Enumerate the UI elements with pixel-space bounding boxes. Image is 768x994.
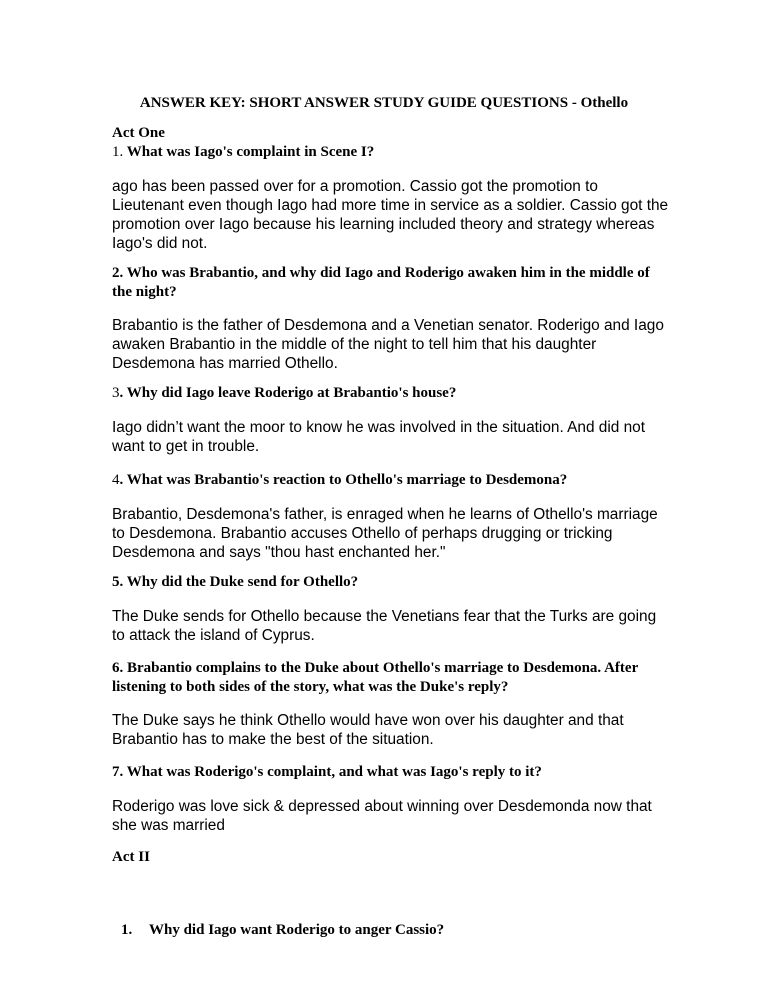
question-4-text: . What was Brabantio's reaction to Othello's marriage to Desdemona? [119, 472, 568, 488]
question-6: 6. Brabantio complains to the Duke about Othello's marriage to Desdemona. After listening to both sides of the story, what was the Duke's reply? [112, 660, 638, 695]
question-4 [112, 471, 672, 490]
question-3-number: 3 [112, 385, 120, 401]
answer-3: Iago didn’t want the moor to know he was involved in the situation. And did not want to get in trouble. [112, 419, 646, 455]
question-1-text: What was Iago's complaint in Scene I? [126, 144, 375, 160]
answer-1: ago has been passed over for a promotion. Cassio got the promotion to Lieutenant even though Iago had more time in service as a soldier. Cassio got the promotion over Iago because his learning included theory and strategy whereas Iago's did not. [112, 178, 669, 252]
answer-7: Roderigo was love sick & depressed about winning over Desdemonda now that she was married [112, 798, 652, 834]
answer-4: Brabantio, Desdemona's father, is enraged when he learns of Othello's marriage to Desdemona. Brabantio accuses Othello of perhaps drugging or tricking Desdemona and says "thou hast enchanted her." [112, 506, 658, 561]
page-title: ANSWER KEY: SHORT ANSWER STUDY GUIDE QUESTIONS - Othello [139, 95, 629, 111]
question-3 [112, 384, 672, 403]
question-3-text: . Why did Iago leave Roderigo at Brabantio's house? [119, 385, 457, 401]
act-two-question-1 [121, 922, 444, 939]
question-5: 5. Why did the Duke send for Othello? [112, 574, 359, 590]
act-two-question-1-number: 1. [121, 922, 133, 938]
act-two-question-1-text: Why did Iago want Roderigo to anger Cassio? [149, 922, 445, 938]
question-7: 7. What was Roderigo's complaint, and what was Iago's reply to it? [112, 764, 542, 780]
answer-5: The Duke sends for Othello because the Venetians fear that the Turks are going to attack the island of Cyprus. [112, 608, 657, 644]
question-1-number: 1. [112, 144, 124, 160]
act-one-heading: Act One [112, 125, 165, 141]
question-1 [112, 143, 672, 162]
answer-2: Brabantio is the father of Desdemona and a Venetian senator. Roderigo and Iago awaken Brabantio in the middle of the night to tell him that his daughter Desdemona has married Othello. [112, 317, 664, 372]
question-2: 2. Who was Brabantio, and why did Iago and Roderigo awaken him in the middle of the night? [112, 265, 650, 300]
question-4-number: 4 [112, 472, 120, 488]
answer-6: The Duke says he think Othello would have won over his daughter and that Brabantio has to make the best of the situation. [112, 712, 624, 748]
act-two-heading: Act II [112, 849, 150, 865]
